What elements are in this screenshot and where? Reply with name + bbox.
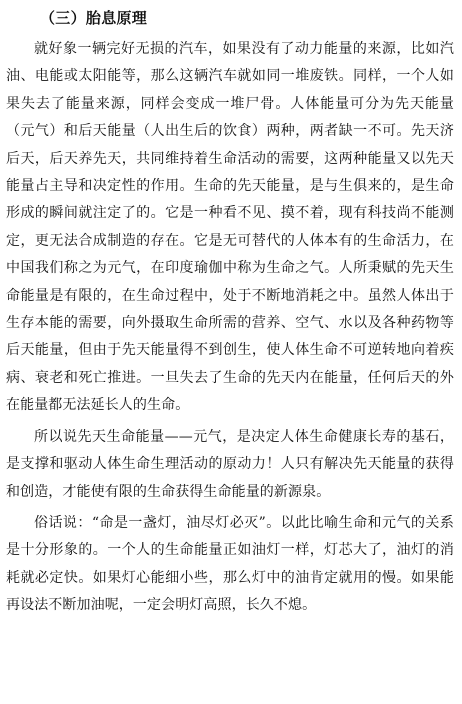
paragraph-energy-sources: 就好象一辆完好无损的汽车，如果没有了动力能量的来源，比如汽油、电能或太阳能等，那么这辆汽车就如同一堆废铁。同样，一个人如果失去了能量来源，同样会变成一堆尸骨。人体能量可分为先天能量（元气）和后天能量（人出生后的饮食）两种，两者缺一不可。先天济后天，后天养先天，共同维持着生命活动的需要，这两种能量又以先天能量占主导和决定性的作用。生命的先天能量，是与生俱来的，是生命形成的瞬间就注定了的。它是一种看不见、摸不着，现有科技尚不能测定，更无法合成制造的存在。它是无可替代的人体本有的生命活力，在中国我们称之为元气，在印度瑜伽中称为生命之气。人所秉赋的先天生命能量是有限的，在生命过程中，处于不断地消耗之中。虽然人体出于生存本能的需要，向外摄取生命所需的营养、空气、水以及各种药物等后天能量，但由于先天能量得不到创生，使人体生命不可逆转地向着疾病、衰老和死亡推进。一旦失去了生命的先天内在能量，任何后天的外在能量都无法延长人的生命。	[6, 41, 454, 414]
section-heading: （三）胎息原理	[40, 9, 148, 27]
paragraph-lamp-metaphor: 俗话说：“命是一盏灯，油尽灯必灭”。以此比喻生命和元气的关系是十分形象的。一个人的生命能量正如油灯一样，灯芯大了，油灯的消耗就必定快。如果灯心能细小些，那么灯中的油肯定就用的慢。如果能再设法不断加油呢，一定会明灯高照，长久不熄。	[6, 514, 454, 614]
paragraph-innate-energy: 所以说先天生命能量——元气，是决定人体生命健康长寿的基石，是支撑和驱动人体生命生理活动的原动力！人只有解决先天能量的获得和创造，才能使有限的生命获得生命能量的新源泉。	[6, 428, 454, 500]
